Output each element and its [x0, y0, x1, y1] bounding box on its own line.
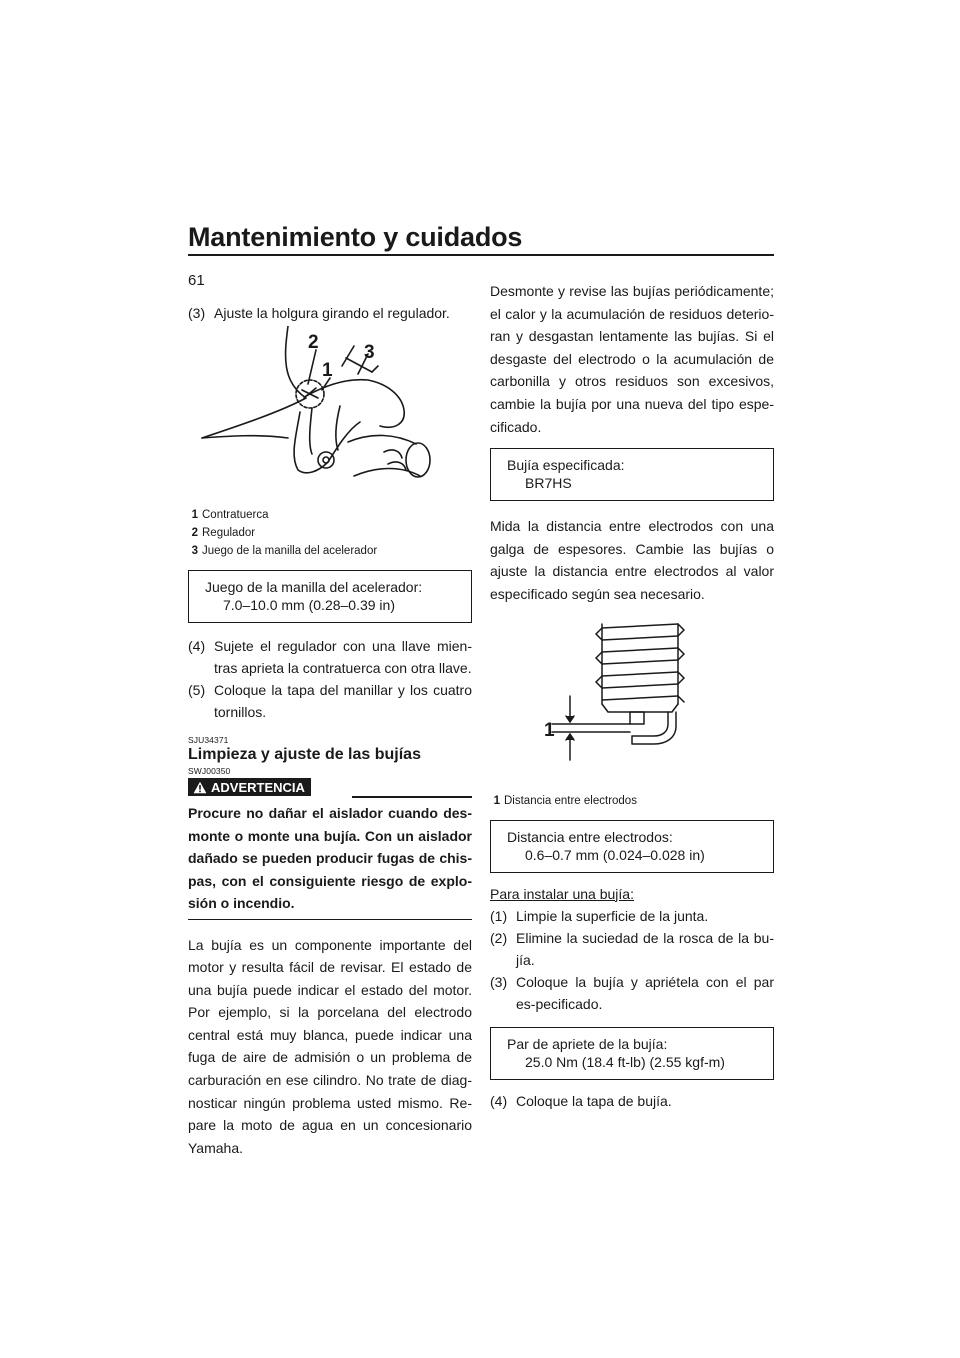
left-column: [188, 302, 472, 1159]
step-text: Ajuste la holgura girando el regulador.: [214, 305, 450, 321]
spec-value: BR7HS: [525, 475, 572, 492]
spec-label: Bujía especificada:: [507, 457, 625, 474]
legend-item: 1 Distancia entre electrodos: [493, 794, 637, 807]
callout-1: 1: [322, 360, 333, 381]
right-column: [490, 283, 774, 1112]
spec-box-electrode-gap: [490, 820, 774, 873]
page-title: Mantenimiento y cuidados: [188, 222, 523, 252]
spec-label: Par de apriete de la bujía:: [507, 1036, 668, 1053]
warning-text: Procure no dañar el aislador cuando des-monte o monte una bujía. Con un aislador dañado se pueden producir fugas de chis-pas, con el consiguiente riesgo de explo-sión o incendio.: [188, 802, 472, 920]
throttle-lever-figure: [188, 326, 472, 504]
callout-1: 1: [544, 719, 555, 741]
legend-item: 3 Juego de la manilla del acelerador: [191, 545, 378, 557]
measure-paragraph: Mida la distancia entre electrodos con una galga de espesores. Cambie las bujías o ajuste la distancia entre electrodos al valor especificado según sea necesario.: [490, 518, 774, 602]
figure-2-legend: [490, 792, 774, 810]
install-title: Para instalar una bujía:: [490, 885, 634, 902]
spec-box-torque: [490, 1027, 774, 1080]
warning-code: SWJ00350: [188, 766, 231, 776]
step-number: (3): [188, 305, 206, 321]
warning-label: ADVERTENCIA: [211, 779, 305, 795]
install-step-3: (3) Coloque la bujía y apriétela con el par es-pecificado.: [490, 974, 774, 1013]
body-paragraph: La bujía es un componente importante del motor y resulta fácil de revisar. El estado de una bujía puede indicar el estado del motor. Por ejemplo, si la porcelana del electrodo central está muy blanca, puede indicar una fuga de aire de admisión o un problema de carburación en ese cilindro. No trate de diag-nosticar ningún problema usted mismo. Re-pare la moto de agua en un concesionario Yamaha.: [188, 936, 472, 1156]
section-code: SJU34371: [188, 735, 229, 745]
spec-label: Juego de la manilla del acelerador:: [205, 579, 423, 595]
spec-label: Distancia entre electrodos:: [507, 828, 673, 845]
legend-item: 1 Contratuerca: [191, 509, 269, 521]
warning-triangle-icon: [193, 781, 207, 794]
install-step-2: (2) Elimine la suciedad de la rosca de la bu-jía.: [490, 930, 774, 969]
figure-1-legend: [188, 506, 472, 560]
header-rule: [188, 254, 774, 256]
intro-paragraph: Desmonte y revise las bujías periódicamente; el calor y la acumulación de residuos deterio-ran y desgastan lentamente las bujías. Si el desgaste del electrodo o la acumulación de carbonilla y otros residuos son excesivos, cambie la bujía por una nueva del tipo espe-cificado.: [490, 283, 774, 435]
warning-rule: [352, 796, 472, 798]
warning-badge: [188, 778, 311, 796]
spec-box-spark-plug: [490, 448, 774, 501]
section-title: Limpieza y ajuste de las bujías: [188, 746, 421, 763]
page-number: 61: [188, 272, 205, 289]
callout-3: 3: [364, 342, 375, 363]
step-4: (4) Sujete el regulador con una llave mien-tras aprieta la contratuerca con otra llave.: [188, 638, 472, 676]
legend-item: 2 Regulador: [191, 527, 256, 539]
spark-plug-gap-figure: [490, 614, 774, 786]
install-step-4: (4) Coloque la tapa de bujía.: [490, 1093, 672, 1110]
spec-box-lever-play: [188, 570, 472, 623]
install-step-1: (1) Limpie la superficie de la junta.: [490, 908, 709, 925]
spec-value: 25.0 Nm (18.4 ft-lb) (2.55 kgf-m): [525, 1054, 725, 1071]
spec-value: 0.6–0.7 mm (0.024–0.028 in): [525, 846, 705, 863]
warning-header: [188, 778, 472, 798]
spec-value: 7.0–10.0 mm (0.28–0.39 in): [223, 597, 395, 613]
callout-2: 2: [308, 332, 319, 353]
step-5: (5) Coloque la tapa del manillar y los cuatro tornillos.: [188, 682, 472, 720]
step-3: [188, 302, 472, 324]
